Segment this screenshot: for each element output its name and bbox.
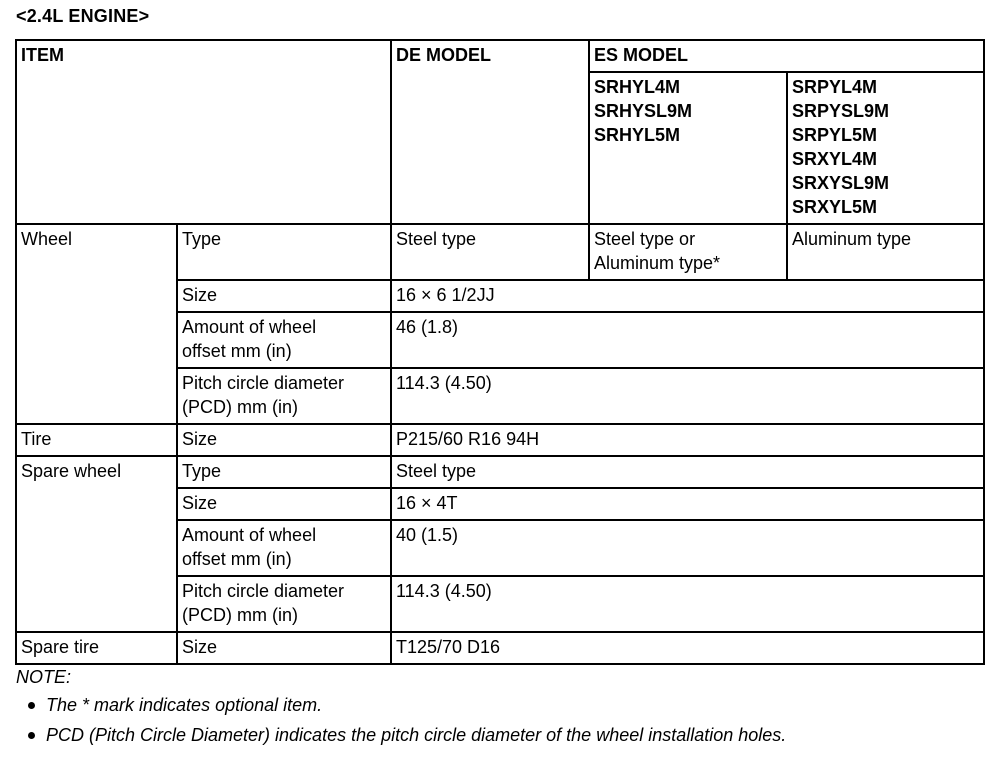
model-code: SRHYL4M xyxy=(594,77,681,97)
table-row xyxy=(16,632,984,664)
header-de-model: DE MODEL xyxy=(391,40,589,224)
wheel-pcd-label-line2: (PCD) mm (in) xyxy=(182,397,298,417)
note-text: The * mark indicates optional item. xyxy=(46,694,323,715)
spare-tire-label: Spare tire xyxy=(16,632,177,664)
wheel-size-value: 16 × 6 1/2JJ xyxy=(391,280,984,312)
header-es-model: ES MODEL xyxy=(589,40,984,72)
wheel-type-es2: Aluminum type xyxy=(787,224,984,280)
model-code: SRPYSL9M xyxy=(792,101,890,121)
model-code: SRHYSL9M xyxy=(594,101,693,121)
spare-wheel-offset-label xyxy=(177,520,391,576)
spare-wheel-type-value: Steel type xyxy=(391,456,984,488)
spare-wheel-offset-value: 40 (1.5) xyxy=(391,520,984,576)
note-item xyxy=(16,690,786,720)
note-item xyxy=(16,720,786,750)
spare-wheel-size-label: Size xyxy=(177,488,391,520)
wheel-size-label: Size xyxy=(177,280,391,312)
note-section xyxy=(16,664,786,750)
table-row xyxy=(16,224,984,280)
header-item: ITEM xyxy=(16,40,391,224)
wheel-type-label: Type xyxy=(177,224,391,280)
wheel-offset-label xyxy=(177,312,391,368)
wheel-offset-label-line2: offset mm (in) xyxy=(182,341,292,361)
model-code: SRXYSL9M xyxy=(792,173,890,193)
note-title: NOTE: xyxy=(16,667,72,687)
wheel-pcd-value: 114.3 (4.50) xyxy=(391,368,984,424)
model-code: SRXYL5M xyxy=(792,197,878,217)
spare-wheel-type-label: Type xyxy=(177,456,391,488)
spare-tire-size-value: T125/70 D16 xyxy=(391,632,984,664)
spare-tire-size-label: Size xyxy=(177,632,391,664)
tire-size-label: Size xyxy=(177,424,391,456)
wheel-pcd-label xyxy=(177,368,391,424)
wheel-pcd-label-line1: Pitch circle diameter xyxy=(182,373,345,393)
spare-wheel-label: Spare wheel xyxy=(16,456,177,632)
spec-table xyxy=(15,39,985,665)
spare-wheel-pcd-label-line1: Pitch circle diameter xyxy=(182,581,345,601)
wheel-offset-value: 46 (1.8) xyxy=(391,312,984,368)
spare-wheel-offset-label-line1: Amount of wheel xyxy=(182,525,317,545)
wheel-type-es1 xyxy=(589,224,787,280)
model-code: SRPYL5M xyxy=(792,125,878,145)
model-code: SRHYL5M xyxy=(594,125,681,145)
wheel-type-es1-line1: Steel type or xyxy=(594,229,696,249)
model-code: SRPYL4M xyxy=(792,77,878,97)
bullet-icon xyxy=(28,702,35,709)
model-code: SRXYL4M xyxy=(792,149,878,169)
bullet-icon xyxy=(28,732,35,739)
spare-wheel-pcd-label-line2: (PCD) mm (in) xyxy=(182,605,298,625)
note-text: PCD (Pitch Circle Diameter) indicates the pitch circle diameter of the wheel installation holes. xyxy=(46,724,787,745)
page-title: <2.4L ENGINE> xyxy=(16,6,150,26)
table-row xyxy=(16,424,984,456)
spare-wheel-pcd-value: 114.3 (4.50) xyxy=(391,576,984,632)
table-header-row xyxy=(16,40,984,72)
wheel-offset-label-line1: Amount of wheel xyxy=(182,317,317,337)
tire-label: Tire xyxy=(16,424,177,456)
spare-wheel-offset-label-line2: offset mm (in) xyxy=(182,549,292,569)
wheel-type-de: Steel type xyxy=(391,224,589,280)
wheel-type-es1-line2: Aluminum type* xyxy=(594,253,721,273)
tire-size-value: P215/60 R16 94H xyxy=(391,424,984,456)
spare-wheel-size-value: 16 × 4T xyxy=(391,488,984,520)
es-model-group-2 xyxy=(787,72,984,224)
spare-wheel-pcd-label xyxy=(177,576,391,632)
wheel-label: Wheel xyxy=(16,224,177,424)
table-row xyxy=(16,456,984,488)
es-model-group-1 xyxy=(589,72,787,224)
